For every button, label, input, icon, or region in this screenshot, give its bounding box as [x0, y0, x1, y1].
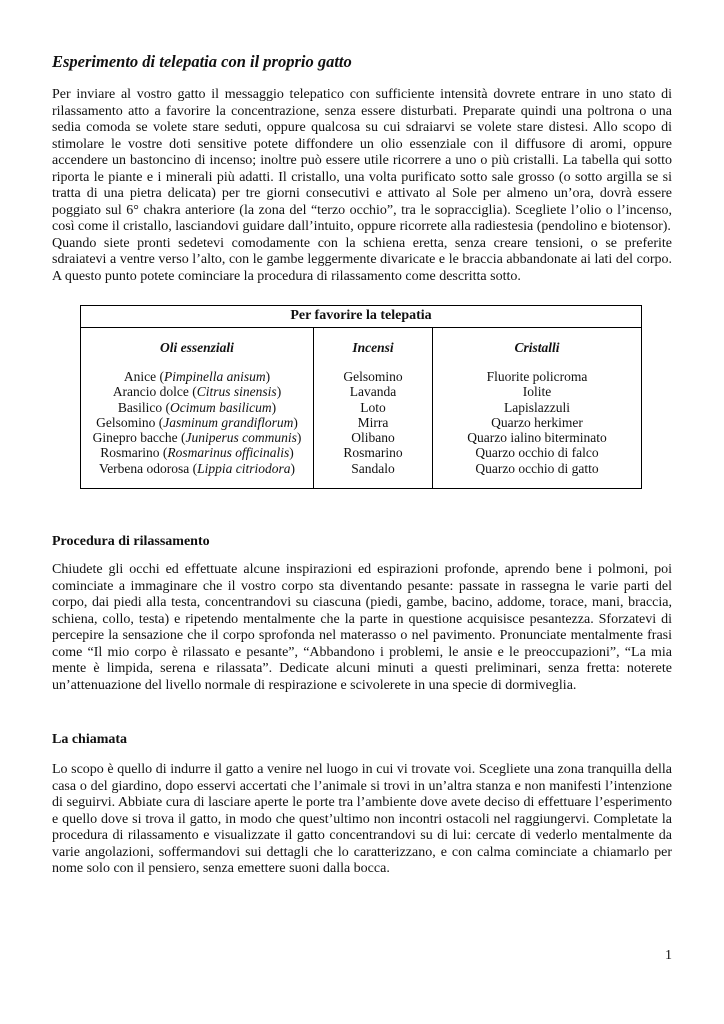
document-content: [52, 52, 672, 878]
intro-paragraph-1: Per inviare al vostro gatto il messaggio telepatico con sufficiente intensità dovrete entrare in uno stato di rilassamento atto a favorire la concentrazione, senza essere disturbati. Preparate quindi una poltrona o una sedia comoda se volete stare seduti, oppure qualcosa su cui sdraiarvi se volete stare distesi. Allo scopo di stimolare le vostre doti sensitive potete diffondere un olio essenziale con il diffusore di aromi, oppure accendere un bastoncino di incenso; inoltre può essere utile ricorrere a uno o più cristalli. La tabella qui sotto riporta le piante e i minerali più adatti. Il cristallo, una volta purificato sotto sale grosso (o sotto argilla se si tratta di una pietra delicata) per tre giorni consecutivi e attivato al Sole per almeno un’ora, dovrà essere poggiato sul 6° chakra anteriore (la zona del “terzo occhio”, tra le sopracciglia). Scegliete l’olio o l’incenso, così come il cristallo, lasciandovi guidare dall’intuito, oppure ricorrete alla radiestesia (pendolino e biotensor).: [52, 87, 672, 234]
incense-list: [314, 369, 432, 488]
crystal-item: Quarzo occhio di falco: [475, 445, 599, 461]
section-text-relax: Chiudete gli occhi ed effettuate alcune inspirazioni ed espirazioni profonde, aprendo bene i polmoni, poi cominciate a immaginare che il vostro corpo sta diventando pesante: passate in rassegna le varie parti del corpo, dai piedi alla testa, concentrandovi su ciascuna (piedi, gambe, bacino, addome, torace, mani, braccia, schiena, collo, testa) e ripetendo mentalmente che la parte in questione acquisisce pesantezza. Sforzatevi di percepire la sensazione che il corpo sprofonda nel materasso o nel pavimento. Pronunciate mentalmente frasi come “Il mio corpo è rilassato e pesante”, “Abbandono i problemi, le ansie e le preoccupazioni”, “La mia mente è limpida, serena e rilassata”. Dedicate alcuni minuti a questi preliminari, senza fretta: noterete un’attenuazione del livello normale di respirazione e scivolerete in una specie di dormiveglia.: [52, 562, 672, 693]
document-title: Esperimento di telepatia con il proprio gatto: [52, 52, 352, 71]
spacer: [52, 748, 672, 762]
column-crystals: [433, 328, 642, 489]
oil-item: Verbena odorosa (Lippia citriodora): [98, 460, 296, 476]
column-header-crystals: Cristalli: [514, 340, 560, 355]
crystal-item: Fluorite policroma: [486, 369, 588, 384]
column-header-incense: Incensi: [352, 340, 394, 355]
crystal-item: Quarzo ialino biterminato: [467, 430, 607, 446]
section-heading-call: La chiamata: [52, 732, 128, 748]
crystal-item: Lapislazzuli: [504, 399, 570, 415]
crystal-item: Iolite: [522, 384, 552, 400]
telepathy-table-wrapper: [80, 305, 642, 489]
oils-list: [81, 369, 313, 488]
oil-item: Basilico (Ocimum basilicum): [117, 399, 277, 415]
incense-item: Lavanda: [349, 384, 397, 400]
incense-item: Loto: [360, 399, 386, 415]
section-text-call: Lo scopo è quello di indurre il gatto a venire nel luogo in cui vi trovate voi. Scegliete una zona tranquilla della casa o del giardino, dopo esservi accertati che l’animale si trovi in un’altra stanza e non manifesti l’intenzione di seguirvi. Abbiate cura di lasciare aperte le porte tra l’ambiente dove avete deciso di effettuare l’esperimento e quello dove si trova il gatto, in modo che quest’ultimo non incontri ostacoli nel raggiungervi. Completate la procedura di rilassamento e visualizzate il gatto concentrandovi su di lui: cercate di vederlo mentalmente da varie angolazioni, soffermandovi sui dettagli che lo caratterizzano, e con calma cominciate a chiamarlo per nome solo con il pensiero, senza emettere suoni dalla bocca.: [52, 762, 672, 877]
section-heading-relax: Procedura di rilassamento: [52, 534, 210, 550]
crystal-item: Quarzo occhio di gatto: [475, 460, 599, 476]
oil-item: Arancio dolce (Citrus sinensis): [112, 384, 282, 400]
oil-item: Rosmarino (Rosmarinus officinalis): [100, 445, 294, 461]
spacer: [52, 694, 672, 732]
incense-item: Sandalo: [351, 460, 395, 476]
column-header-oils: Oli essenziali: [160, 340, 234, 355]
column-oils: [81, 328, 314, 489]
oil-item: Ginepro bacche (Juniperus communis): [92, 430, 302, 446]
oil-item: Gelsomino (Jasminum grandiflorum): [96, 414, 298, 430]
incense-item: Rosmarino: [343, 445, 403, 461]
crystals-list: [433, 369, 641, 488]
intro-paragraph-2: Quando siete pronti sedetevi comodamente con la schiena eretta, senza creare tensioni, o se preferite sdraiatevi a ventre verso l’alto, con le gambe leggermente divaricate e le braccia abbandonate ai lati del corpo. A questo punto potete cominciare la procedura di rilassamento come descritta sotto.: [52, 235, 672, 284]
incense-item: Mirra: [357, 414, 389, 430]
column-incense: [314, 328, 433, 489]
spacer: [52, 489, 672, 534]
oil-item: Anice (Pimpinella anisum): [123, 369, 271, 384]
telepathy-table: [80, 305, 642, 489]
incense-item: Gelsomino: [343, 369, 403, 384]
incense-item: Olibano: [351, 430, 395, 446]
page-number: 1: [665, 948, 672, 963]
crystal-item: Quarzo herkimer: [491, 414, 583, 430]
spacer: [52, 550, 672, 562]
table-caption: Per favorire la telepatia: [81, 306, 642, 328]
